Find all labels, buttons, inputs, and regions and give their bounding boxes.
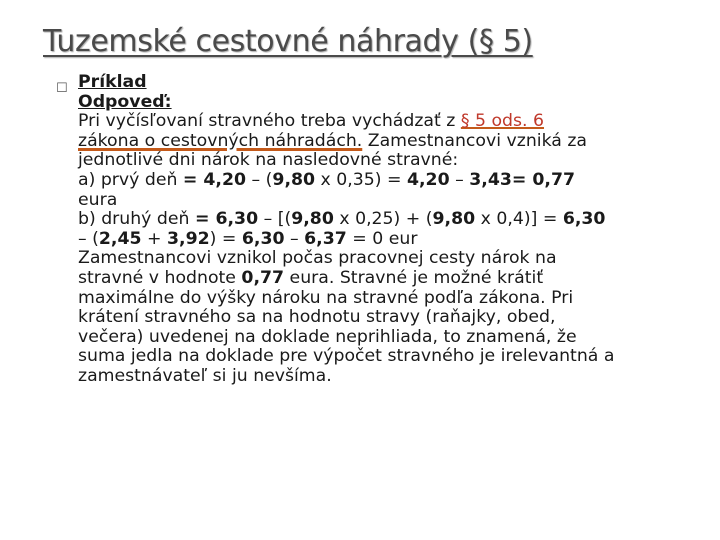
heading-example: Príklad (78, 72, 147, 92)
calc-b-line: b) druhý deň = 6,30 – [(9,80 x 0,25) + (9,80 x 0,4)] = 6,30 (78, 209, 606, 230)
intro-line-3: jednotlivé dni nárok na nasledovné stravné: (78, 150, 459, 171)
conclusion-line-4: krátení stravného sa na hodnotu stravy (raňajky, obed, (78, 307, 556, 328)
law-reference-link[interactable]: § 5 ods. 6 (460, 111, 545, 132)
calc-a-unit: eura (78, 189, 118, 210)
conclusion-line-3: maximálne do výšky nároku na stravné podľa zákona. Pri (78, 287, 574, 308)
conclusion-line-6: suma jedla na doklade pre výpočet stravného je irelevantná a (78, 346, 615, 367)
intro-line-1: Pri vyčísľovaní stravného treba vychádzať z § 5 ods. 6 (78, 111, 545, 132)
conclusion-line-2: stravné v hodnote 0,77 eura. Stravné je možné krátiť (78, 267, 544, 288)
conclusion-line-1: Zamestnancovi vznikol počas pracovnej cesty nárok na (78, 248, 557, 269)
checkbox-bullet-icon: ☐ (56, 81, 68, 96)
slide-content (78, 73, 708, 387)
conclusion-line-5: večera) uvedenej na doklade neprihliada, to znamená, že (78, 326, 577, 347)
calc-a-line: a) prvý deň = 4,20 – (9,80 x 0,35) = 4,20 – 3,43= 0,77 (78, 169, 576, 190)
intro-line-2: zákona o cestovných náhradách. Zamestnancovi vzniká za (78, 130, 588, 151)
slide-title: Tuzemské cestovné náhrady (§ 5) (43, 24, 533, 59)
calc-b-line-2: – (2,45 + 3,92) = 6,30 – 6,37 = 0 eur (78, 228, 418, 249)
conclusion-line-7: zamestnávateľ si ju nevšíma. (78, 365, 332, 386)
law-reference-link-2[interactable]: zákona o cestovných náhradách. (78, 130, 363, 151)
heading-answer: Odpoveď: (78, 91, 172, 112)
